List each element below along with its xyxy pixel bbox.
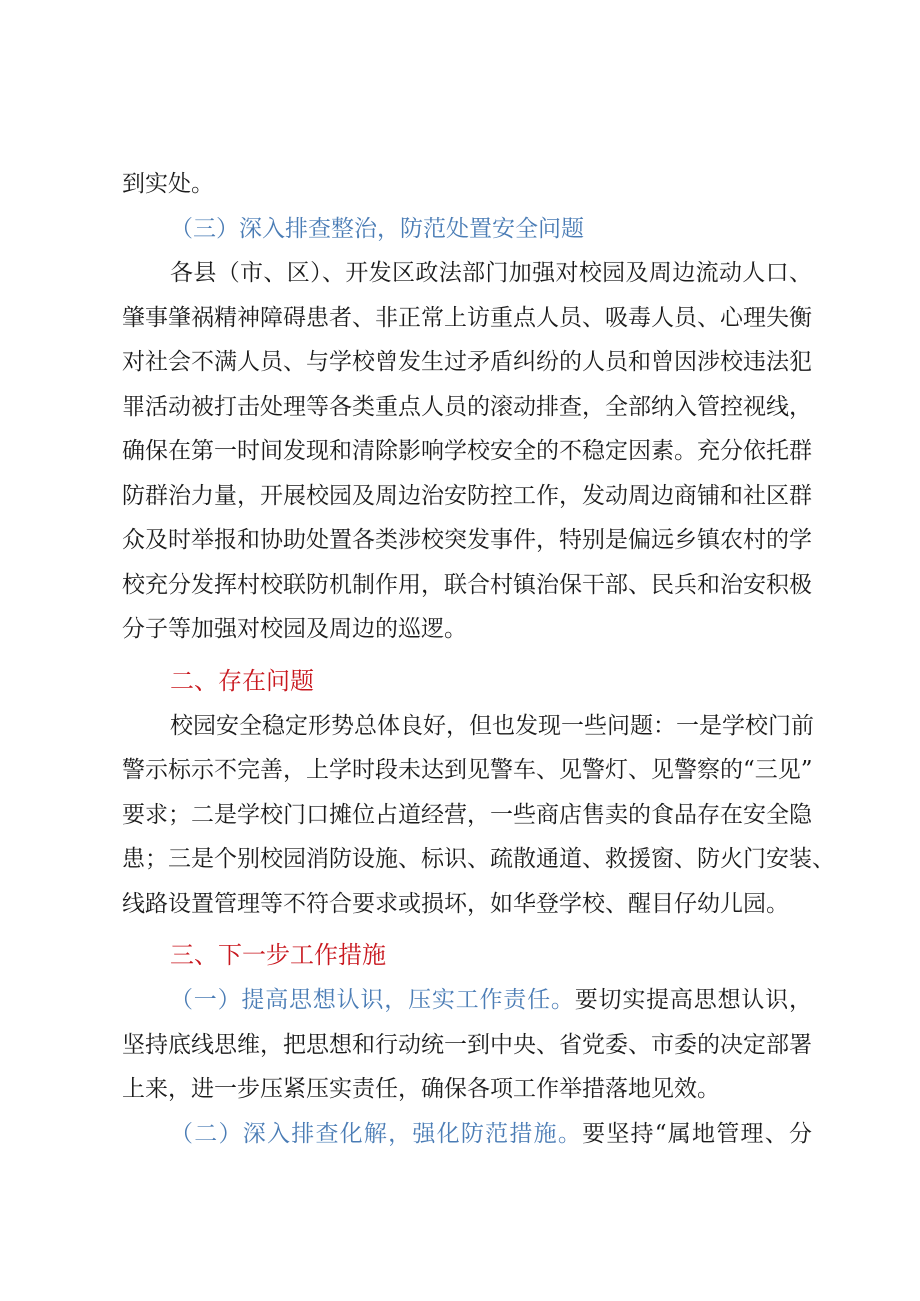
paragraph-line: 线路设置管理等不符合要求或损坏，如华登学校、醒目仔幼儿园。 [122, 890, 789, 917]
section-heading-problems: 二、存在问题 [170, 666, 314, 695]
paragraph-continuation-line: 到实处。 [122, 171, 214, 197]
paragraph-measure-2 [122, 1112, 812, 1157]
paragraph-measure-1 [122, 978, 812, 1112]
paragraph-line: 坚持底线思维，把思想和行动统一到中央、省党委、市委的决定部署 [122, 1031, 812, 1058]
paragraph-line: 警示标示不完善，上学时段未达到见警车、见警灯、见警察的“三见” [122, 757, 813, 783]
paragraph-line: 肇事肇祸精神障碍患者、非正常上访重点人员、吸毒人员、心理失衡 [122, 304, 812, 331]
paragraph-line [122, 1112, 812, 1157]
paragraph-investigation [122, 251, 812, 652]
paragraph-line: 校充分发挥村校联防机制作用，联合村镇治保干部、民兵和治安积极 [122, 571, 812, 598]
measure-2-title: （二）深入排查化解，强化防范措施。 [170, 1120, 583, 1147]
paragraph-line: 分子等加强对校园及周边的巡逻。 [122, 616, 467, 642]
paragraph-line: 罪活动被打击处理等各类重点人员的滚动排查，全部纳入管控视线， [122, 393, 812, 420]
paragraph-line: 对社会不满人员、与学校曾发生过矛盾纠纷的人员和曾因涉校违法犯 [122, 349, 812, 375]
subsection-heading-3: （三）深入排查整治，防范处置安全问题 [170, 215, 584, 242]
paragraph-line: 患；三是个别校园消防设施、标识、疏散通道、救援窗、防火门安装、 [122, 846, 835, 872]
paragraph-problems [122, 704, 835, 927]
paragraph-line [122, 978, 812, 1023]
paragraph-line: 防群治力量，开展校园及周边治安防控工作，发动周边商铺和社区群 [122, 482, 812, 509]
document-page [122, 162, 835, 1156]
paragraph-line: 要求；二是学校门口摊位占道经营，一些商店售卖的食品存在安全隐 [122, 801, 812, 828]
paragraph-line: 众及时举报和协助处置各类涉校突发事件，特别是偏远乡镇农村的学 [122, 527, 812, 553]
measure-1-title: （一）提高思想认识，压实工作责任。 [170, 987, 575, 1013]
section-heading-next-steps: 三、下一步工作措施 [170, 941, 386, 969]
measure-2-text: 要坚持“属地管理、分 [582, 1120, 812, 1147]
paragraph-line: 上来，进一步压紧压实责任，确保各项工作举措落地见效。 [122, 1076, 720, 1102]
paragraph-line: 校园安全稳定形势总体良好，但也发现一些问题：一是学校门前 [170, 712, 814, 739]
paragraph-line: 各县（市、区）、开发区政法部门加强对校园及周边流动人口、 [170, 260, 812, 286]
paragraph-line: 确保在第一时间发现和清除影响学校安全的不稳定因素。充分依托群 [122, 438, 812, 464]
measure-1-text: 要切实提高思想认识， [574, 987, 813, 1013]
